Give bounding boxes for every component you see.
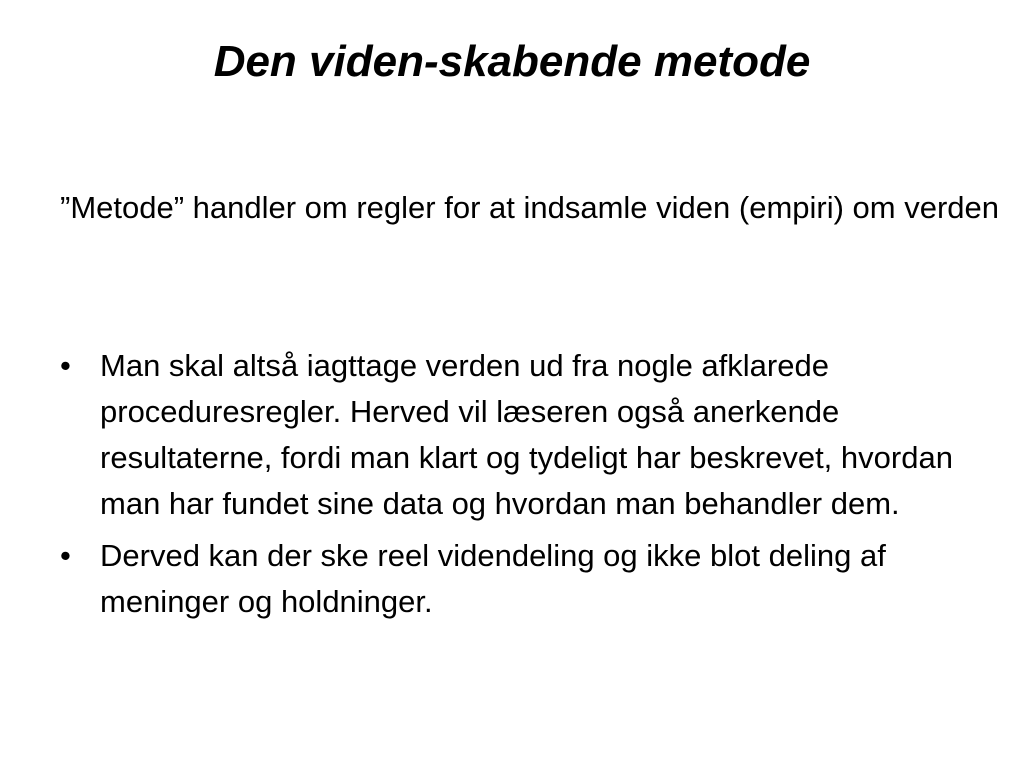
bullet-list — [60, 343, 960, 631]
bullet-icon: • — [60, 348, 71, 383]
bullet-icon: • — [60, 538, 71, 573]
intro-paragraph: ”Metode” handler om regler for at indsamle viden (empiri) om verden — [60, 190, 1000, 225]
bullet-text-2: Derved kan der ske reel videndeling og ikke blot deling af meninger og holdninger. — [100, 538, 886, 619]
bullet-text-1: Man skal altså iagttage verden ud fra nogle afklarede proceduresregler. Herved vil læseren også anerkende resultaterne, fordi man klart og tydeligt har beskrevet, hvordan man har fundet sine data og hvordan man behandler dem. — [100, 348, 953, 521]
bullet-item-2 — [60, 533, 960, 625]
slide-title: Den viden-skabende metode — [213, 37, 811, 86]
bullet-item-1 — [60, 343, 960, 527]
